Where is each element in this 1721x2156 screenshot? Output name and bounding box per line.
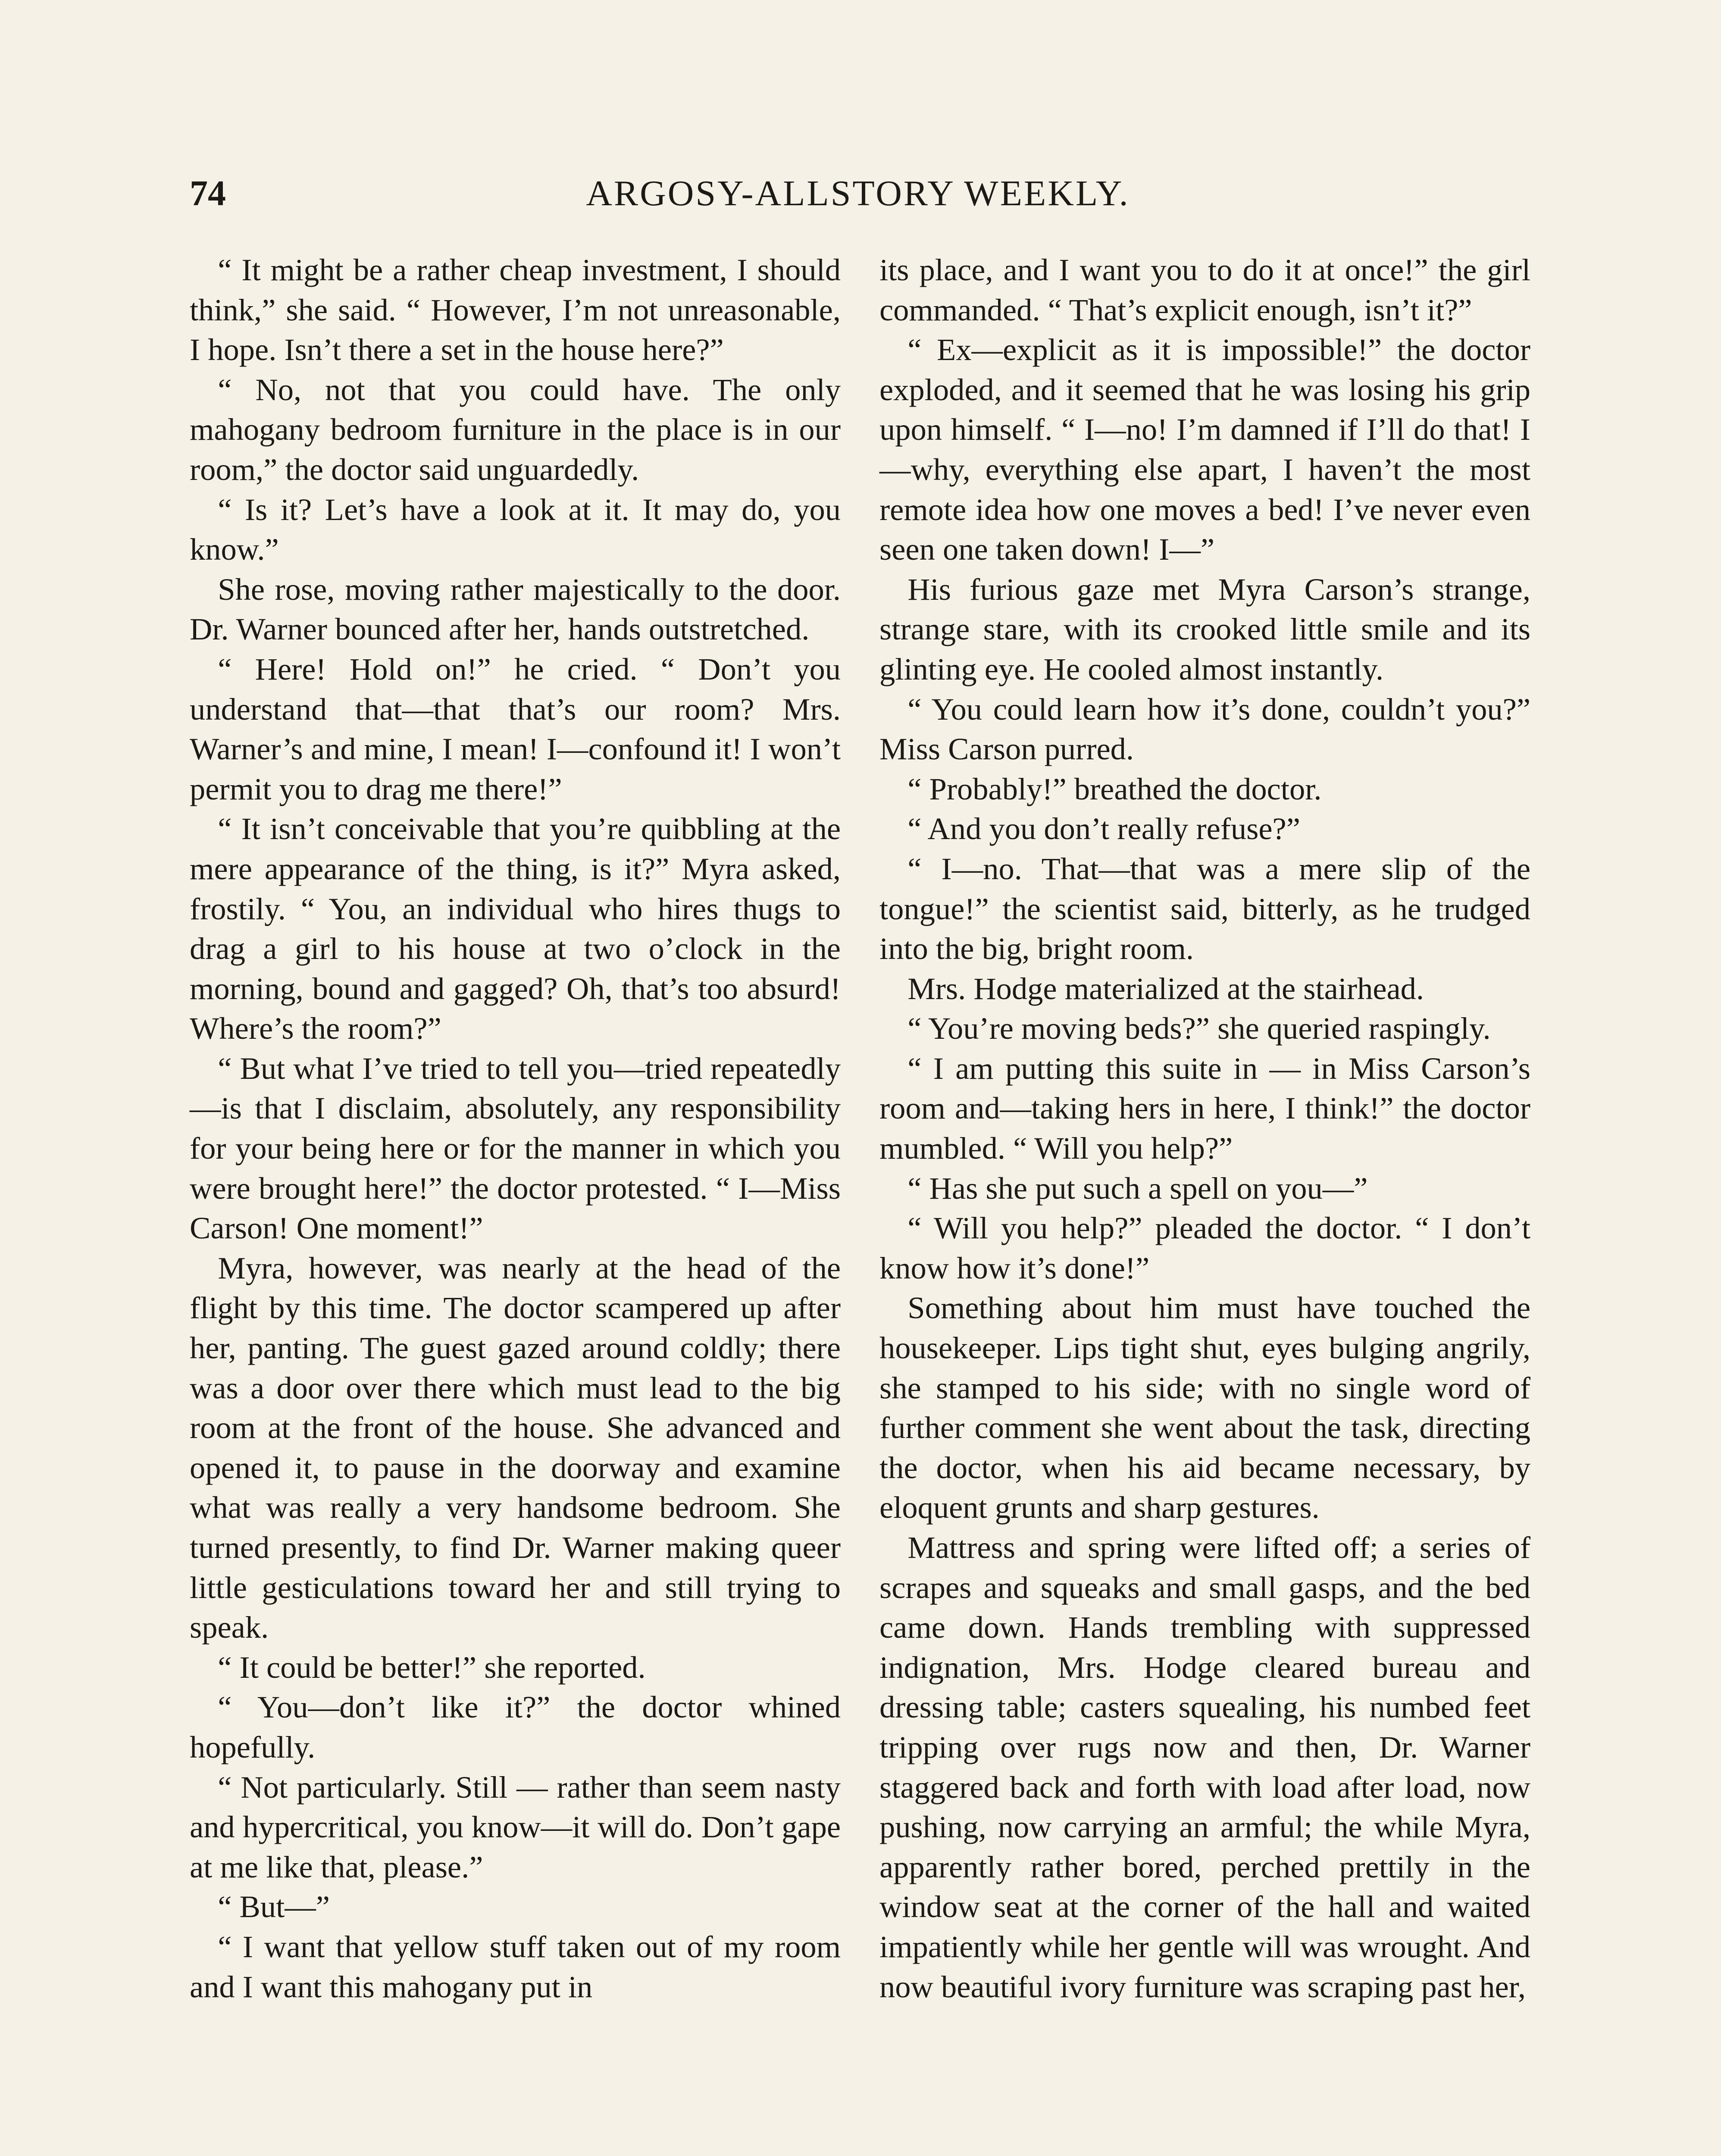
paragraph: Mattress and spring were lifted off; a series of scrapes and squeaks and small gasps, and the bed came down. Hands trembling with suppressed indignation, Mrs. Hodge cleared bureau and dressing table; casters squealing, his numbed feet tripping over rugs now and then, Dr. Warner staggered back and forth with load after load, now pushing, now carrying an armful; the while Myra, apparently rather bored, perched prettily in the window seat at the corner of the hall and waited impatiently while her gentle will was wrought. And now beautiful ivory furniture was scraping past her, xyxy=(879,1530,1530,2004)
paragraph: Myra, however, was nearly at the head of the flight by this time. The doctor scampered up after her, panting. The guest gazed around coldly; there was a door over there which must lead to the big room at the front of the house. She advanced and opened it, to pause in the doorway and examine what was really a very handsome bedroom. She turned presently, to find Dr. Warner making queer little gesticulations toward her and still trying to speak. xyxy=(190,1250,841,1645)
paragraph: “ You—don’t like it?” the doctor whined hopefully. xyxy=(190,1689,841,1764)
paragraph: “ You’re moving beds?” she queried raspingly. xyxy=(907,1011,1491,1046)
paragraph: “ I want that yellow stuff taken out of my room and I want this mahogany put in xyxy=(190,1929,841,2004)
page-number: 74 xyxy=(190,173,226,213)
paragraph: “ It could be better!” she reported. xyxy=(218,1649,646,1685)
paragraph: She rose, moving rather majestically to the door. Dr. Warner bounced after her, hands outstretched. xyxy=(190,571,841,647)
paragraph: “ Is it? Let’s have a look at it. It may do, you know.” xyxy=(190,492,841,567)
paragraph: “ Probably!” breathed the doctor. xyxy=(907,771,1322,806)
paragraph: His furious gaze met Myra Carson’s strange, strange stare, with its crooked little smile and its glinting eye. He cooled almost instantly. xyxy=(879,571,1530,686)
paragraph: “ It might be a rather cheap investment, I should think,” she said. “ However, I’m not unreasonable, I hope. Isn’t there a set in the house here?” xyxy=(190,252,841,367)
paragraph: Something about him must have touched the housekeeper. Lips tight shut, eyes bulging angrily, she stamped to his side; with no single word of further comment she went about the task, directing the doctor, when his aid became necessary, by eloquent grunts and sharp gestures. xyxy=(879,1290,1530,1525)
paragraph: “ Has she put such a spell on you—” xyxy=(907,1170,1368,1206)
paragraph: “ But—” xyxy=(218,1889,330,1924)
paragraph: “ It isn’t conceivable that you’re quibbling at the mere appearance of the thing, is it?” Myra asked, frostily. “ You, an individual who hires thugs to drag a girl to his house at two o’clock in the morning, bound and gagged? Oh, that’s too absurd! Where’s the room?” xyxy=(190,811,841,1046)
paragraph: Mrs. Hodge materialized at the stairhead. xyxy=(907,971,1424,1006)
paragraph-continuation: its place, and I want you to do it at once!” the girl commanded. “ That’s explicit enough, isn’t it?” xyxy=(879,252,1530,327)
running-head: ARGOSY-ALLSTORY WEEKLY. xyxy=(586,173,1130,213)
paragraph: “ Ex—explicit as it is impossible!” the doctor exploded, and it seemed that he was losing his grip upon himself. “ I—no! I’m damned if I’ll do that! I—why, everything else apart, I haven’t the most remote idea how one moves a bed! I’ve never even seen one taken down! I—” xyxy=(879,332,1530,567)
left-column xyxy=(190,250,841,2007)
paragraph: “ And you don’t really refuse?” xyxy=(907,811,1300,846)
page-header xyxy=(190,172,1526,229)
paragraph: “ Will you help?” pleaded the doctor. “ I don’t know how it’s done!” xyxy=(879,1210,1530,1285)
paragraph: “ Here! Hold on!” he cried. “ Don’t you understand that—that that’s our room? Mrs. Warner’s and mine, I mean! I—confound it! I won’t permit you to drag me there!” xyxy=(190,651,841,806)
paragraph: “ I am putting this suite in — in Miss Carson’s room and—taking hers in here, I think!” the doctor mumbled. “ Will you help?” xyxy=(879,1050,1530,1166)
paragraph: “ But what I’ve tried to tell you—tried repeatedly—is that I disclaim, absolutely, any responsibility for your being here or for the manner in which you were brought here!” the doctor protested. “ I—Miss Carson! One moment!” xyxy=(190,1050,841,1246)
right-column xyxy=(879,250,1530,2007)
paragraph: “ I—no. That—that was a mere slip of the tongue!” the scientist said, bitterly, as he trudged into the big, bright room. xyxy=(879,851,1530,966)
paragraph: “ Not particularly. Still — rather than seem nasty and hypercritical, you know—it will do. Don’t gape at me like that, please.” xyxy=(190,1769,841,1884)
paragraph: “ You could learn how it’s done, couldn’t you?” Miss Carson purred. xyxy=(879,691,1530,767)
paragraph: “ No, not that you could have. The only mahogany bedroom furniture in the place is in our room,” the doctor said unguardedly. xyxy=(190,372,841,487)
